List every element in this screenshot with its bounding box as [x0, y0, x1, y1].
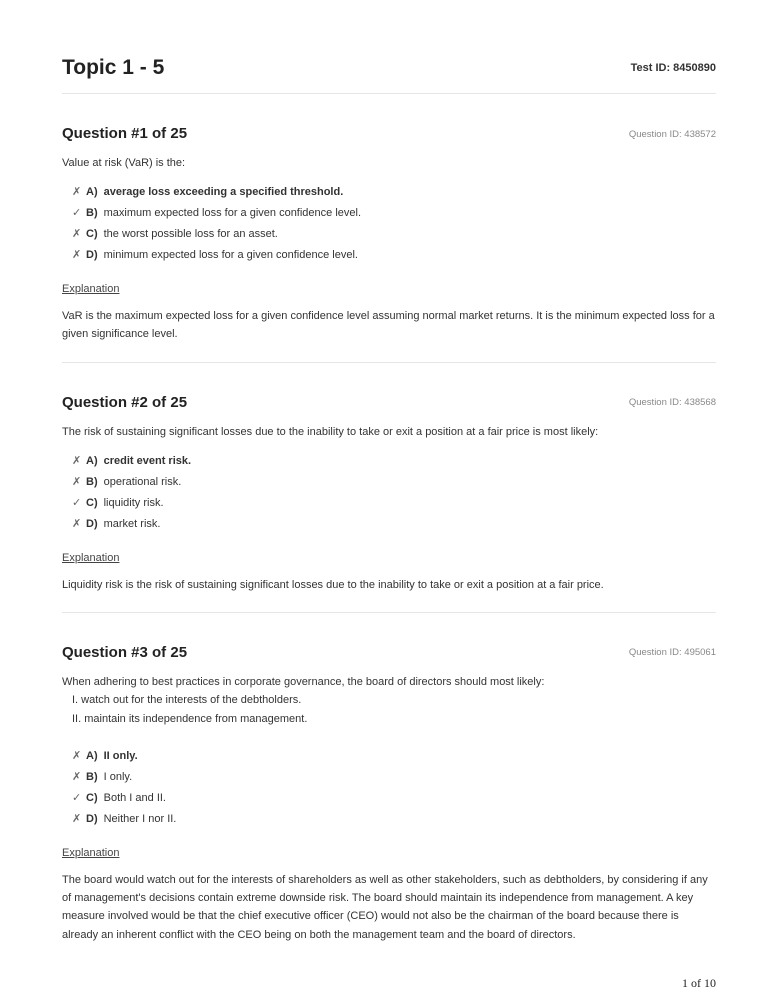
- check-icon: ✓: [72, 791, 82, 804]
- answer-option: [72, 809, 716, 830]
- question: [62, 643, 716, 944]
- x-icon: ✗: [72, 475, 82, 488]
- option-text: maximum expected loss for a given confidence level.: [103, 207, 362, 219]
- option-text: the worst possible loss for an asset.: [103, 228, 278, 240]
- question-title: Question #3 of 25: [62, 643, 188, 661]
- option-text: II only.: [103, 749, 138, 762]
- option-text: I only.: [103, 770, 133, 783]
- answer-option: [72, 767, 716, 788]
- answer-option: [72, 746, 716, 767]
- x-icon: ✗: [72, 517, 82, 530]
- option-text: average loss exceeding a specified threshold.: [103, 186, 344, 198]
- option-letter: B): [86, 207, 98, 219]
- option-text: liquidity risk.: [103, 496, 164, 509]
- option-letter: C): [86, 791, 98, 804]
- question-text: The risk of sustaining significant losses due to the inability to take or exit a position at a fair price is most likely:: [62, 425, 599, 438]
- question-title: Question #1 of 25: [62, 125, 188, 142]
- explanation-link[interactable]: Explanation: [62, 283, 120, 295]
- x-icon: ✗: [72, 228, 82, 240]
- option-letter: D): [86, 249, 98, 261]
- question-id: Question ID: 438568: [628, 397, 716, 409]
- check-icon: ✓: [72, 496, 82, 509]
- explanation-link[interactable]: Explanation: [62, 846, 120, 859]
- answer-option: [72, 472, 716, 493]
- answer-option: [72, 182, 716, 203]
- option-text: minimum expected loss for a given confidence level.: [103, 249, 358, 261]
- question-text: When adhering to best practices in corporate governance, the board of directors should most likely:: [62, 675, 545, 688]
- option-letter: A): [86, 749, 98, 762]
- statement: II. maintain its independence from management.: [72, 712, 308, 725]
- option-letter: A): [86, 186, 98, 198]
- option-text: market risk.: [103, 517, 161, 530]
- option-text: credit event risk.: [103, 454, 192, 467]
- header: [62, 0, 716, 82]
- explanation-text: Liquidity risk is the risk of sustaining significant losses due to the inability to take or exit a position at a fair price.: [62, 578, 604, 591]
- option-text: Both I and II.: [103, 791, 166, 804]
- answer-option: [72, 203, 716, 224]
- divider: [62, 362, 716, 363]
- answer-option: [72, 245, 716, 266]
- answer-option: [72, 514, 716, 535]
- question-text: Value at risk (VaR) is the:: [62, 157, 186, 169]
- divider: [62, 612, 716, 613]
- answer-option: [72, 451, 716, 472]
- x-icon: ✗: [72, 770, 82, 783]
- page: [62, 0, 716, 944]
- option-letter: C): [86, 228, 98, 240]
- x-icon: ✗: [72, 454, 82, 467]
- question-id: Question ID: 438572: [628, 128, 716, 140]
- check-icon: ✓: [72, 207, 82, 219]
- test-id: Test ID: 8450890: [630, 62, 716, 74]
- question: [62, 393, 716, 613]
- x-icon: ✗: [72, 249, 82, 261]
- x-icon: ✗: [72, 812, 82, 825]
- question-title: Question #2 of 25: [62, 393, 188, 411]
- options: [62, 451, 716, 535]
- page-title: Topic 1 - 5: [62, 56, 165, 79]
- option-letter: A): [86, 454, 98, 467]
- options: [62, 746, 716, 830]
- x-icon: ✗: [72, 749, 82, 762]
- page-number: 1 of 10: [682, 976, 716, 990]
- explanation-link[interactable]: Explanation: [62, 551, 120, 564]
- answer-option: [72, 493, 716, 514]
- options: [62, 182, 716, 266]
- option-letter: C): [86, 496, 98, 509]
- option-letter: D): [86, 517, 98, 530]
- answer-option: [72, 224, 716, 245]
- option-letter: B): [86, 770, 98, 783]
- question-id: Question ID: 495061: [628, 647, 716, 659]
- option-text: Neither I nor II.: [103, 812, 177, 825]
- explanation-text: VaR is the maximum expected loss for a given confidence level assuming normal market returns. It is the minimum expected loss for a given significance level.: [62, 310, 715, 341]
- statement: I. watch out for the interests of the debtholders.: [72, 693, 302, 706]
- explanation-text: The board would watch out for the interests of shareholders as well as other stakeholders, such as debtholders, by considering if any of management's decisions contain extreme downside risk. The board should maintain its independence from management. A key measure involved would be that the chief executive officer (CEO) would not also be the chairman of the board because there is already an inherent conflict with the CEO being on both the management team and the board of directors.: [62, 873, 708, 941]
- option-text: operational risk.: [103, 475, 182, 488]
- x-icon: ✗: [72, 186, 82, 198]
- question: [62, 124, 716, 363]
- divider: [62, 93, 716, 94]
- question-list: [62, 124, 716, 944]
- option-letter: D): [86, 812, 98, 825]
- answer-option: [72, 788, 716, 809]
- option-letter: B): [86, 475, 98, 488]
